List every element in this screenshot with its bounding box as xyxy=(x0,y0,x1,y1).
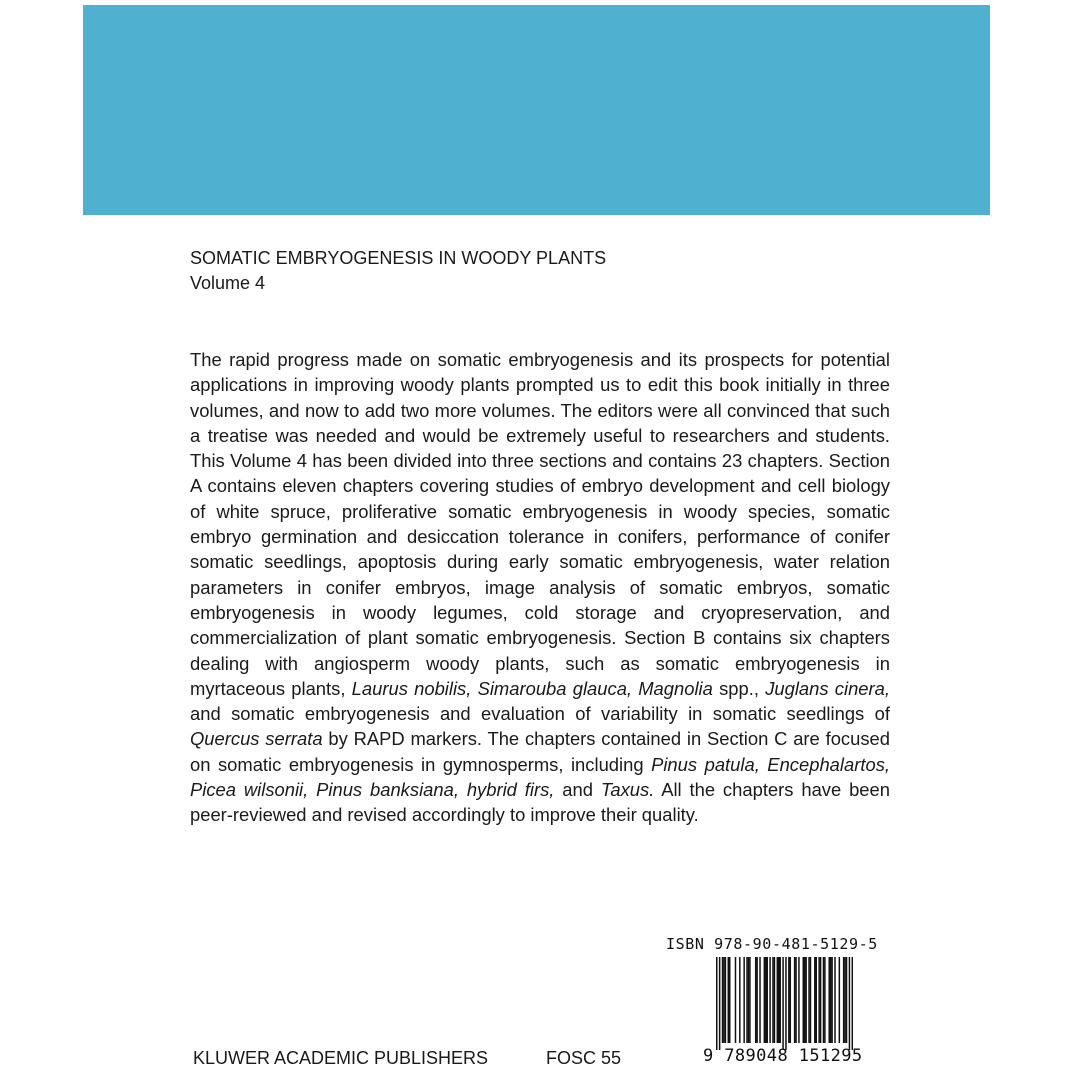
barcode-bar xyxy=(810,957,811,1043)
barcode-bar xyxy=(777,957,778,1043)
barcode-bar xyxy=(794,957,795,1043)
barcode-bar xyxy=(816,957,817,1043)
barcode-bar xyxy=(785,957,786,1050)
barcode-digits: 9 789048 151295 xyxy=(703,1046,863,1066)
barcode-bar xyxy=(729,957,730,1043)
barcode-bar xyxy=(716,957,717,1050)
barcode-bar xyxy=(759,957,760,1043)
barcode-bar xyxy=(804,957,805,1043)
series-code: FOSC 55 xyxy=(546,1048,622,1068)
barcode-bar xyxy=(834,957,835,1043)
barcode-bar xyxy=(846,957,847,1043)
barcode-bar xyxy=(756,957,757,1043)
barcode-bar xyxy=(814,957,815,1043)
barcode-bar xyxy=(779,957,780,1043)
book-title: SOMATIC EMBRYOGENESIS IN WOODY PLANTS xyxy=(190,248,607,268)
barcode-bar xyxy=(820,957,821,1043)
barcode-bar xyxy=(748,957,749,1043)
blurb-text: The rapid progress made on somatic embryogenesis and its prospects for potential applications in improving woody plants prompted us to edit this book initially in three volumes, and now to add two more volumes. The editors were all convinced that such a treatise was needed and would be extremely useful to researchers and students. This Volume 4 has been divided into three sections and contains 23 chapters. Section A contains eleven chapters covering studies of embryo development and cell biology of white spruce, proliferative somatic embryogenesis in woody species, somatic embryo germination and desiccation tolerance in conifers, performance of conifer somatic seedlings, apoptosis during early somatic embryogenesis, water relation parameters in conifer embryos, image analysis of somatic embryos, somatic embryogenesis in woody legumes, cold storage and cryopreservation, and commercialization of plant somatic embryogenesis. Section B contains six chapters dealing with angiosperm woody plants, such as somatic embryogenesis in myrtaceous plants, xyxy=(190,349,890,699)
barcode-bar xyxy=(739,957,740,1043)
barcode-bar xyxy=(735,957,736,1043)
barcode-bar xyxy=(774,957,775,1043)
barcode-bar xyxy=(852,957,853,1050)
barcode-bar xyxy=(782,957,783,1050)
blurb-text: by RAPD markers. The chapters contained in Section C are focused on somatic embryogenesis in gymnosperms, including xyxy=(190,728,890,775)
barcode-bar xyxy=(772,957,773,1043)
blurb-text: spp., xyxy=(712,677,766,699)
barcode-bar xyxy=(764,957,765,1043)
barcode-bar xyxy=(831,957,832,1043)
barcode-bar xyxy=(743,957,744,1043)
cover-banner xyxy=(83,5,990,215)
barcode-bar xyxy=(824,957,825,1043)
publisher-name: KLUWER ACADEMIC PUBLISHERS xyxy=(193,1048,489,1068)
volume-label: Volume 4 xyxy=(190,273,266,293)
barcode-bar xyxy=(798,957,799,1043)
barcode-bar xyxy=(844,957,845,1043)
title-block xyxy=(190,246,606,296)
barcode-bar xyxy=(849,957,850,1050)
barcode-bar xyxy=(723,957,724,1043)
blurb-species: Pinus patula, Encephalartos, Picea wilsonii, Pinus banksiana, hybrid firs, xyxy=(190,753,890,801)
barcode-bar xyxy=(843,957,844,1043)
barcode-bar xyxy=(746,957,747,1043)
barcode-bar xyxy=(765,957,766,1043)
barcode-bar xyxy=(805,957,806,1043)
barcode-bar xyxy=(749,957,750,1043)
barcode-bar xyxy=(788,957,789,1043)
isbn-barcode xyxy=(716,957,853,1050)
blurb-text: and xyxy=(554,779,601,801)
barcode-bar xyxy=(790,957,791,1043)
barcode-bar xyxy=(778,957,779,1043)
barcode-bar xyxy=(719,957,720,1050)
blurb-species: Quercus serrata xyxy=(190,728,323,750)
blurb-text: All the chapters have been peer-reviewed and revised accordingly to improve their quality. xyxy=(190,779,890,826)
barcode-bar xyxy=(769,957,770,1043)
barcode-bar xyxy=(728,957,729,1043)
barcode-bar xyxy=(839,957,840,1043)
blurb-species: Juglans cinera, xyxy=(765,677,890,699)
barcode-bar xyxy=(725,957,726,1043)
barcode-bar xyxy=(830,957,831,1043)
back-cover-blurb xyxy=(190,347,890,828)
barcode-bar xyxy=(722,957,723,1043)
barcode-bar xyxy=(795,957,796,1043)
barcode-bar xyxy=(808,957,809,1043)
barcode-bar xyxy=(828,957,829,1043)
barcode-bar xyxy=(823,957,824,1043)
isbn-label: ISBN 978-90-481-5129-5 xyxy=(666,935,878,953)
blurb-text: and somatic embryogenesis and evaluation of variability in somatic seedlings of xyxy=(190,703,890,725)
barcode-bar xyxy=(803,957,804,1043)
barcode-bar xyxy=(755,957,756,1043)
barcode-bar xyxy=(818,957,819,1043)
blurb-species: Laurus nobilis, Simarouba glauca, Magnolia xyxy=(351,677,713,699)
barcode-bar xyxy=(766,957,767,1043)
blurb-species: Taxus. xyxy=(600,779,655,801)
